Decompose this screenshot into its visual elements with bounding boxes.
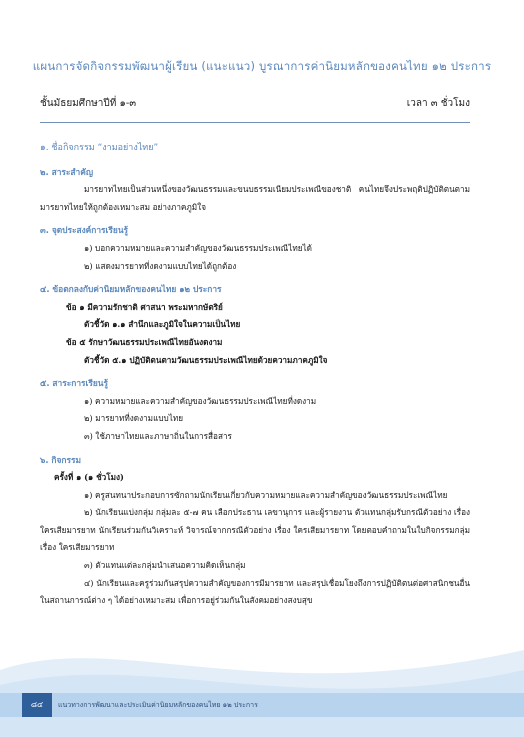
- grade-level: ชั้นมัธยมศึกษาปีที่ ๑-๓: [40, 98, 137, 109]
- activity-step: ๑) ครูสนทนาประกอบการซักถามนักเรียนเกี่ยวกับความหมายและความสำคัญของวัฒนธรรมประเพณีไทย: [84, 489, 448, 500]
- section-heading-key-concept: ๒. สาระสำคัญ: [40, 166, 93, 177]
- section-heading-values: ๔. ข้อตกลงกับค่านิยมหลักของคนไทย ๑๒ ประการ: [40, 284, 222, 295]
- key-concept-text: มารยาทไทยเป็นส่วนหนึ่งของวัฒนธรรมและขนบธรรมเนียมประเพณีของชาติ คนไทยจึงประพฤติปฏิบัติตนตามมารยาทไทยให้ถูกต้องเหมาะสม อย่างภาคภูมิใจ: [40, 184, 470, 212]
- section-heading-content: ๕. สาระการเรียนรู้: [40, 378, 109, 389]
- activity-step: ๓) ตัวแทนแต่ละกลุ่มนำเสนอความคิดเห็นกลุ่ม: [84, 560, 246, 571]
- activity-step: ๒) นักเรียนแบ่งกลุ่ม กลุ่มละ ๕-๗ คน เลือกประธาน เลขานุการ และผู้รายงาน ตัวแทนกลุ่มรับกรณีตัวอย่าง เรื่อง ใครเสียมารยาท นักเรียนร่วมกันวิเคราะห์ วิจารณ์จากกรณีตัวอย่าง เรื่อง ใครเสียมารยาท โดยตอบคำถามในใบกิจกรรมกลุ่ม เรื่อง ใครเสียมารยาท: [40, 507, 470, 553]
- page-number: ๘๔: [22, 693, 52, 717]
- section-heading-activities: ๖. กิจกรรม: [40, 454, 81, 465]
- content-item: ๓) ใช้ภาษาไทยและภาษาถิ่นในการสื่อสาร: [84, 430, 232, 441]
- content-item: ๒) มารยาทที่งดงามแบบไทย: [84, 413, 184, 424]
- time-allocation: เวลา ๓ ชั่วโมง: [406, 98, 470, 109]
- objective-item: ๒) แสดงมารยาทที่งดงามแบบไทยได้ถูกต้อง: [84, 260, 237, 271]
- footer-text: แนวทางการพัฒนาและประเมินค่านิยมหลักของคนไทย ๑๒ ประการ: [58, 701, 258, 709]
- footer-wave-decoration: [0, 610, 524, 737]
- content-item: ๑) ความหมายและความสำคัญของวัฒนธรรมประเพณีไทยที่งดงาม: [84, 395, 317, 406]
- value-indicator: ตัวชี้วัด ๕.๑ ปฏิบัติตนตามวัฒนธรรมประเพณีไทยด้วยความภาคภูมิใจ: [84, 354, 328, 365]
- value-standard: ข้อ ๕ รักษาวัฒนธรรมประเพณีไทยอันงดงาม: [66, 336, 223, 347]
- activity-step: ๔) นักเรียนและครูร่วมกันสรุปความสำคัญของการมีมารยาท และสรุปเชื่อมโยงถึงการปฏิบัติตนต่อศาสนิกชนอื่นในสถานการณ์ต่าง ๆ ได้อย่างเหมาะสม เพื่อการอยู่ร่วมกันในสังคมอย่างสงบสุข: [40, 577, 470, 606]
- session-label: ครั้งที่ ๑ (๑ ชั่วโมง): [54, 472, 124, 483]
- value-standard: ข้อ ๑ มีความรักชาติ ศาสนา พระมหากษัตริย์: [66, 301, 223, 312]
- activity-title: ๑. ชื่อกิจกรรม “งามอย่างไทย”: [40, 143, 159, 153]
- section-heading-objectives: ๓. จุดประสงค์การเรียนรู้: [40, 225, 129, 236]
- page-title: แผนการจัดกิจกรรมพัฒนาผู้เรียน (แนะแนว) บูรณาการค่านิยมหลักของคนไทย ๑๒ ประการ: [32, 59, 492, 73]
- header-divider: [40, 122, 470, 123]
- document-body: [40, 140, 470, 610]
- value-indicator: ตัวชี้วัด ๑.๑ สำนึกและภูมิใจในความเป็นไทย: [84, 319, 241, 330]
- meta-row: [40, 96, 470, 111]
- objective-item: ๑) บอกความหมายและความสำคัญของวัฒนธรรมประเพณีไทยได้: [84, 242, 312, 253]
